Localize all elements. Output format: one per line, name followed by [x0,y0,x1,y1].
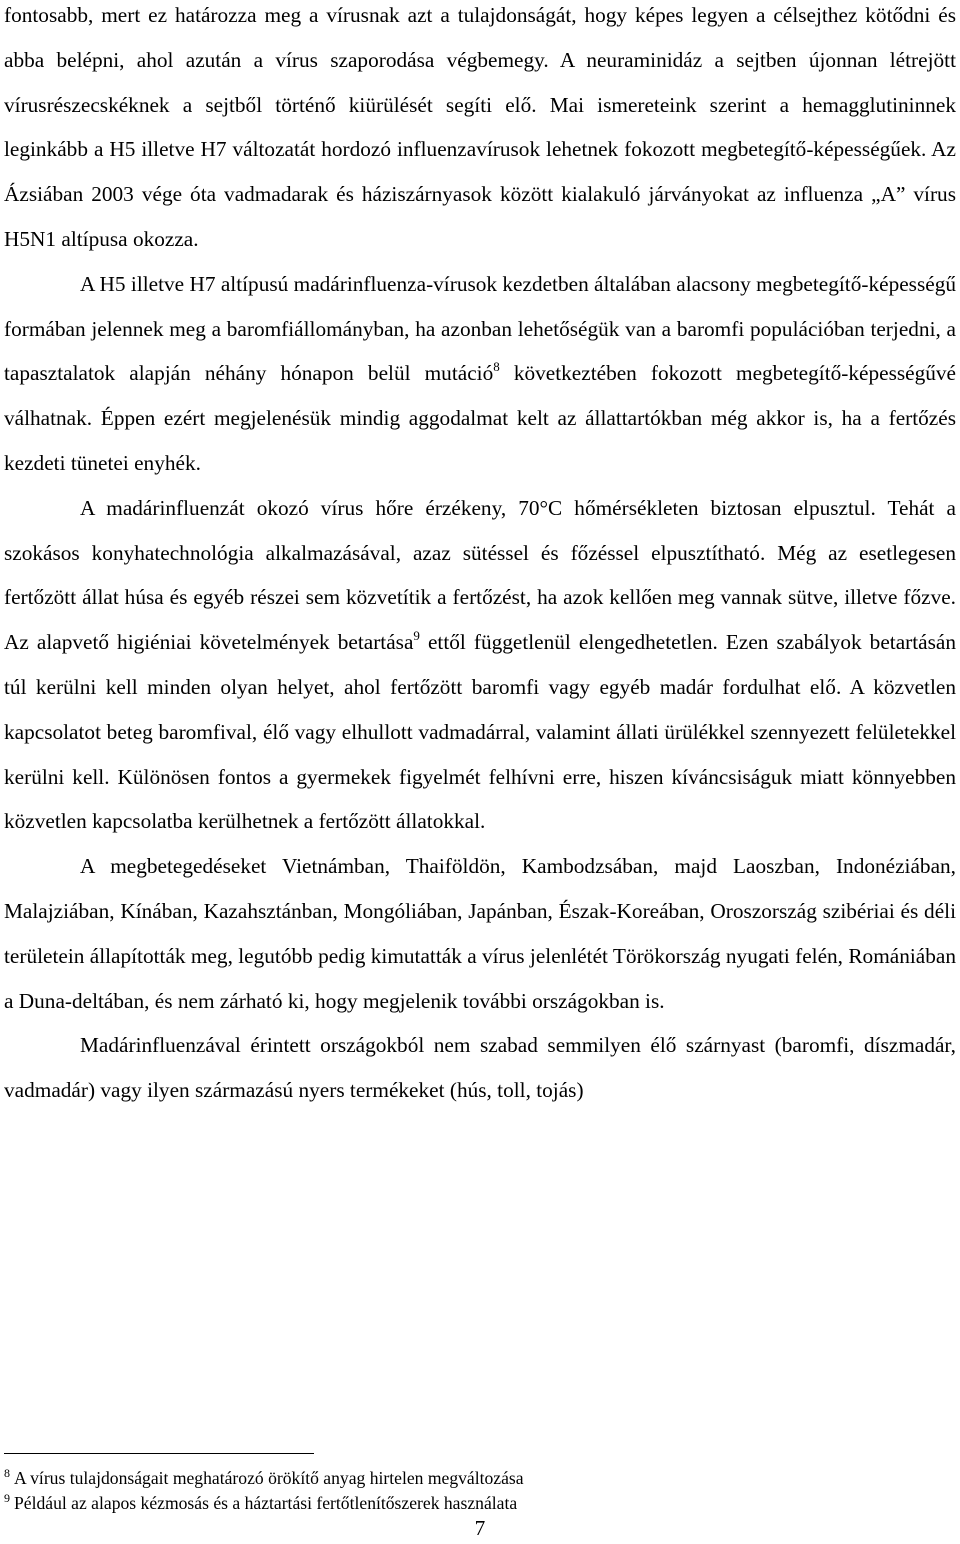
page-number: 7 [474,1516,486,1540]
paragraph-text: következtében fokozott megbetegítő-képességűvé válhatnak. Éppen ezért megjelenésük mindig aggodalmat kelt az állattartókban még akkor is, ha a fertőzés kezdeti tünetei enyhék. [4,361,956,475]
footnotes [4,1466,956,1515]
paragraph-text: A madárinfluenzát okozó vírus hőre érzékeny, 70°C hőmérsékleten biztosan elpusztul. Tehát a szokásos konyhatechnológia alkalmazásával, azaz sütéssel és főzéssel elpusztítható. Még az esetlegesen fertőzött állat húsa és egyéb részei sem közvetítik a fertőzést, ha azok kellően meg vannak sütve, illetve főzve. Az alapvető higiéniai követelmények betartása [4,495,956,655]
footnote-text: Például az alapos kézmosás és a háztartási fertőtlenítőszerek használata [14,1492,518,1513]
footnote-separator [4,1453,314,1454]
footnote-number: 9 [4,1490,10,1505]
footnote-ref-8[interactable]: 8 [493,359,500,375]
paragraph-virus-properties: fontosabb, mert ez határozza meg a vírusnak azt a tulajdonságát, hogy képes legyen a célsejthez kötődni és abba belépni, ahol azután a vírus szaporodása végbemegy. A neuraminidáz a sejtben újonnan létrejött vírusrészecskéknek a sejtből történő kiürülését segíti elő. Mai ismereteink szerint a hemagglutininnek leginkább a H5 illetve H7 változatát hordozó influenzavírusok lehetnek fokozott megbetegítő-képességűek. Az Ázsiában 2003 vége óta vadmadarak és háziszárnyasok között kialakuló járványokat az influenza „A” vírus H5N1 altípusa okozza. [4,3,956,251]
footnote-text: A vírus tulajdonságait meghatározó örökítő anyag hirtelen megváltozása [14,1468,524,1488]
paragraph-affected-countries: A megbetegedéseket Vietnámban, Thaiföldön, Kambodzsában, majd Laoszban, Indonéziában, Malajziában, Kínában, Kazahsztánban, Mongóliában, Japánban, Észak-Koreában, Oroszország szibériai és déli területein állapították meg, legutóbb pedig kimutatták a vírus jelenlétét Törökország nyugati felén, Romániában a Duna-deltában, és nem zárható ki, hogy megjelenik további országokban is. [4,854,956,1013]
paragraph-text: ettől függetlenül elengedhetetlen. Ezen szabályok betartásán túl kerülni kell minden olyan helyet, ahol fertőzött baromfi vagy egyéb madár fordulhat elő. A közvetlen kapcsolatot beteg baromfival, élő vagy elhullott vadmadárral, valamint állati ürülékkel szennyezett felületekkel kerülni kell. Különösen fontos a gyermekek figyelmét felhívni erre, hiszen kíváncsiságuk miatt könnyebben közvetlen kapcsolatba kerülhetnek a fertőzött állatokkal. [4,630,956,834]
document-page [4,0,956,1113]
paragraph-h5-h7-subtypes [4,262,956,486]
footnote-number: 8 [4,1466,10,1480]
footnote-9 [4,1491,956,1516]
paragraph-text: A H5 illetve H7 altípusú madárinfluenza-vírusok kezdetben általában alacsony megbetegítő-képességű formában jelennek meg a baromfiállományban, ha azonban lehetőségük van a baromfi populációban terjedni, a tapasztalatok alapján néhány hónapon belül mutáció [4,271,956,386]
footnote-ref-9[interactable]: 9 [413,628,420,644]
footnote-8 [4,1466,956,1491]
paragraph-import-restrictions: Madárinfluenzával érintett országokból nem szabad semmilyen élő szárnyast (baromfi, díszmadár, vadmadár) vagy ilyen származású nyers termékeket (hús, toll, tojás) [4,1033,956,1103]
paragraph-heat-sensitivity [4,486,956,844]
